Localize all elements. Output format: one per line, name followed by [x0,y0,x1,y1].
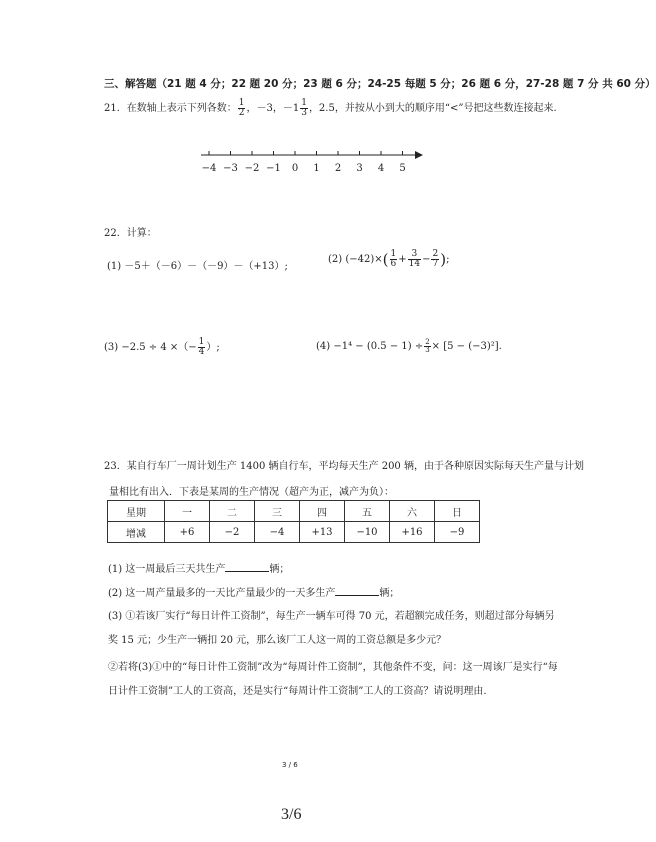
page-number-large: 3/6 [281,806,302,823]
production-table [107,500,480,543]
answer-blank [225,561,269,572]
table-row-label: 增减 [108,522,165,543]
q23-sub-4-line-2: 日计件工资制”工人的工资高，还是实行“每周计件工资制”工人的工资高？请说明理由. [108,686,487,697]
number-line-label: −3 [223,163,238,174]
q21-prefix: 21．在数轴上表示下列各数： [104,103,237,114]
q23-sub-1: (1) 这一周最后三天共生产 辆； [108,560,289,575]
table-day: 四 [300,501,345,522]
q23-sub-3-line-1: (3) ①若该厂实行“每日计件工资制”，每生产一辆车可得 70 元，若超额完成任务，则超过部分每辆另 [108,611,555,622]
q23-line-2: 量相比有出入．下表是某周的生产情况（超产为正，减产为负）： [109,487,394,498]
number-line-label: −1 [266,163,281,174]
table-value: −2 [210,522,255,543]
fraction-half: $\frac{1}{2}$ [238,98,245,118]
question-21 [104,99,557,118]
number-line-label: −4 [201,163,217,174]
table-value: −9 [435,522,480,543]
q22-part-2: (2) (−42)×( $\frac{1}{6}$ + $\frac{3}{14}$ − $\frac{2}{7}$ ); [328,249,450,269]
table-value: −10 [345,522,390,543]
number-line-label: 5 [399,163,406,174]
table-day: 三 [255,501,300,522]
q22-part-3: (3) −2.5 ÷ 4 ×（− $\frac{1}{4}$ ）; [104,337,220,357]
number-line-label: 2 [334,163,342,174]
table-day: 日 [435,501,480,522]
table-day: 一 [165,501,210,522]
q21-suffix: ，2.5，并按从小到大的顺序用“<”号把这些数连接起来. [308,103,557,114]
section-title: 三、解答题（21 题 4 分；22 题 20 分；23 题 6 分；24-25 每题 5 分；26 题 6 分，27-28 题 7 分 共 60 分） [104,78,656,90]
answer-blank [335,585,379,596]
page-number-small: 3 / 6 [282,761,298,769]
table-value: −4 [255,522,300,543]
table-header-row [108,501,480,522]
table-value: +16 [390,522,435,543]
q23-sub-3-line-2: 奖 15 元；少生产一辆扣 20 元，那么该厂工人这一周的工资总额是多少元？ [108,635,447,646]
table-header-label: 星期 [108,501,165,522]
q23-line-1: 23．某自行车厂一周计划生产 1400 辆自行车，平均每天生产 200 辆，由于各种原因实际每天生产量与计划 [104,461,584,472]
number-line-label: 1 [313,163,320,174]
number-line-label: 4 [377,163,385,174]
q23-sub-2: (2) 这一周产量最多的一天比产量最少的一天多生产 辆； [108,584,399,599]
number-line-label: 3 [356,163,363,174]
fraction-third: $\frac{1}{3}$ [301,98,307,118]
q22-part-4: (4) −1⁴ − (0.5 − 1) ÷ $\frac{2}{3}$ × [5 − (−3)²]. [316,338,502,354]
q21-sep: ，－3，－1 [246,103,300,114]
table-value: +13 [300,522,345,543]
table-day: 五 [345,501,390,522]
q23-sub-4-line-1: ②若将(3)①中的“每日计件工资制”改为“每周计件工资制”，其他条件不变，问：这一周该厂是实行“每 [108,662,558,673]
number-line-label: −2 [244,163,260,174]
table-day: 二 [210,501,255,522]
number-line [195,145,425,181]
table-value-row [108,522,480,543]
table-value: +6 [165,522,210,543]
question-22-title: 22．计算： [104,228,157,239]
number-line-label: 0 [291,163,299,174]
q22-part-1: (1) －5＋（－6）－（－9）－（+13）; [107,261,288,272]
table-day: 六 [390,501,435,522]
